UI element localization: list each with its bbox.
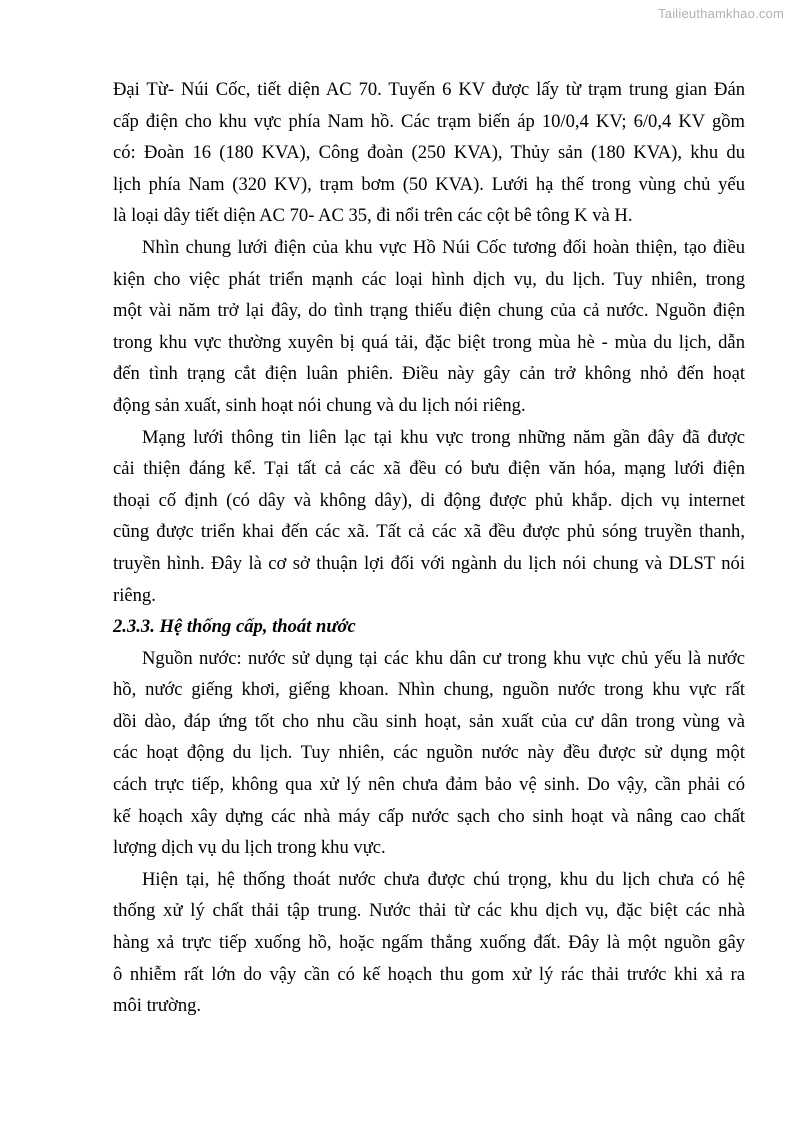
text-line: lượng dịch vụ du lịch trong khu vực. <box>113 837 386 859</box>
paragraph-power-grid-continued <box>113 74 745 232</box>
text-line: thống xử lý chất thải tập trung. Nước thải từ các khu dịch vụ, đặc biệt các nhà <box>113 900 745 922</box>
text-line: là loại dây tiết diện AC 70- AC 35, đi nổi trên các cột bê tông K và H. <box>113 205 633 227</box>
text-line: động sản xuất, sinh hoạt nói chung và du lịch nói riêng. <box>113 394 526 416</box>
text-line: thoại cố định (có dây và không dây), di động được phủ khắp. dịch vụ internet <box>113 489 745 511</box>
text-line: riêng. <box>113 584 156 606</box>
paragraph-drainage <box>113 864 745 1022</box>
text-line: hàng xả trực tiếp xuống hồ, hoặc ngấm thẳng xuống đất. Đây là một nguồn gây <box>113 932 745 954</box>
text-line: Đại Từ- Núi Cốc, tiết diện AC 70. Tuyến 6 KV được lấy từ trạm trung gian Đán <box>113 79 745 100</box>
text-line: kiện cho việc phát triển mạnh các loại hình dịch vụ, du lịch. Tuy nhiên, trong <box>113 268 745 290</box>
text-line: cách trực tiếp, không qua xử lý nên chưa đảm bảo vệ sinh. Do vậy, cần phải có <box>113 774 745 796</box>
text-line: trong khu vực thường xuyên bị quá tải, đặc biệt trong mùa hè - mùa du lịch, dẫn <box>113 331 745 353</box>
text-line: Nhìn chung lưới điện của khu vực Hồ Núi Cốc tương đối hoàn thiện, tạo điều <box>142 236 745 258</box>
watermark: Tailieuthamkhao.com <box>658 6 784 21</box>
paragraph-power-grid-overview <box>113 232 745 422</box>
text-line: Mạng lưới thông tin liên lạc tại khu vực trong những năm gần đây đã được <box>142 426 745 448</box>
text-line: đến tình trạng cắt điện luân phiên. Điều này gây cản trở không nhỏ đến hoạt <box>113 363 745 385</box>
text-line: truyền hình. Đây là cơ sở thuận lợi đối với ngành du lịch nói chung và DLST nói <box>113 552 745 574</box>
text-line: hồ, nước giếng khơi, giếng khoan. Nhìn chung, nguồn nước trong khu vực rất <box>113 679 745 701</box>
text-line: Nguồn nước: nước sử dụng tại các khu dân cư trong khu vực chủ yếu là nước <box>142 647 745 669</box>
text-line: Hiện tại, hệ thống thoát nước chưa được chú trọng, khu du lịch chưa có hệ <box>142 868 745 890</box>
document-page <box>113 74 745 1022</box>
text-line: cũng được triển khai đến các xã. Tất cả các xã đều được phủ sóng truyền thanh, <box>113 521 745 543</box>
section-heading: 2.3.3. Hệ thống cấp, thoát nước <box>113 616 356 638</box>
text-line: dồi dào, đáp ứng tốt cho nhu cầu sinh hoạt, sản xuất của cư dân trong vùng và <box>113 710 745 732</box>
text-line: cải thiện đáng kể. Tại tất cả các xã đều có bưu điện văn hóa, mạng lưới điện <box>113 458 745 480</box>
paragraph-water-supply <box>113 643 745 864</box>
text-line: một vài năm trở lại đây, do tình trạng thiếu điện chung của cả nước. Nguồn điện <box>113 300 745 322</box>
paragraph-communications <box>113 422 745 612</box>
text-line: cấp điện cho khu vực phía Nam hồ. Các trạm biến áp 10/0,4 KV; 6/0,4 KV gồm <box>113 110 745 132</box>
text-line: lịch phía Nam (320 KV), trạm bơm (50 KVA). Lưới hạ thế trong vùng chủ yếu <box>113 173 745 195</box>
text-line: ô nhiễm rất lớn do vậy cần có kế hoạch thu gom xử lý rác thải trước khi xả ra <box>113 963 745 985</box>
text-line: các hoạt động du lịch. Tuy nhiên, các nguồn nước này đều được sử dụng một <box>113 742 745 764</box>
text-line: có: Đoàn 16 (180 KVA), Công đoàn (250 KVA), Thủy sản (180 KVA), khu du <box>113 142 745 164</box>
text-line: kế hoạch xây dựng các nhà máy cấp nước sạch cho sinh hoạt và nâng cao chất <box>113 805 745 827</box>
text-line: môi trường. <box>113 995 202 1017</box>
